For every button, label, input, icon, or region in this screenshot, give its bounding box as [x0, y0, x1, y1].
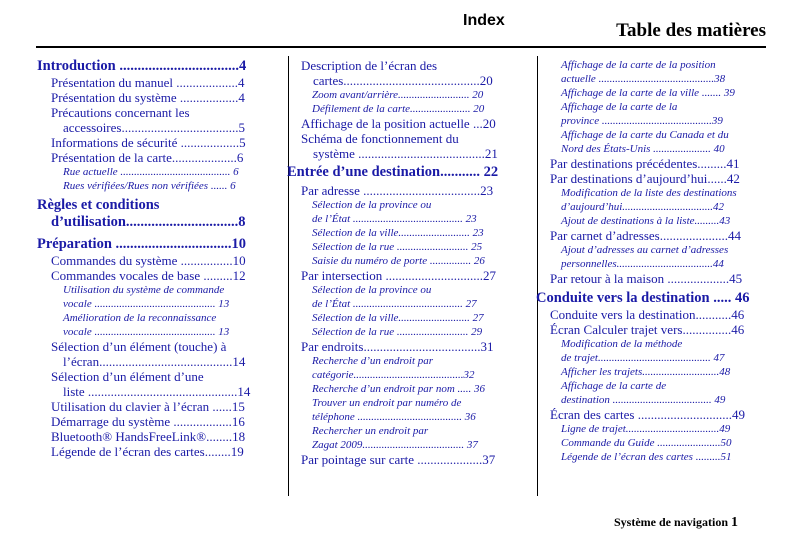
toc-entry[interactable] [550, 156, 766, 171]
toc-entry-text: Utilisation du système de commande [63, 284, 225, 296]
toc-entry-text: vocale ............................................ 13 [63, 326, 230, 338]
toc-entry[interactable] [51, 339, 265, 369]
toc-entry-text: Écran des cartes .............................49 [550, 407, 745, 422]
toc-entry[interactable] [51, 90, 265, 105]
page-number: 1 [731, 515, 738, 530]
toc-entry-text: téléphone ...................................... 36 [312, 411, 476, 423]
toc-entry[interactable] [550, 307, 766, 322]
header-rule [36, 46, 766, 48]
toc-entry-text: Par destinations d’aujourd’hui......42 [550, 171, 740, 186]
toc-entry-text: Présentation de la carte....................6 [51, 150, 244, 165]
toc-entry-text: Sélection d’un élément d’une [51, 369, 204, 384]
toc-entry[interactable] [301, 116, 515, 131]
page-title: Table des matières [616, 20, 766, 41]
toc-entry-text: Schéma de fonctionnement du [301, 131, 459, 146]
toc-entry-text: Rues vérifiées/Rues non vérifiées ...... 6 [63, 180, 236, 192]
toc-entry-text: Par adresse ....................................23 [301, 183, 494, 198]
toc-section[interactable] [287, 164, 515, 181]
toc-entry[interactable] [312, 424, 515, 452]
toc-entry-text: Démarrage du système ..................16 [51, 414, 245, 429]
toc-entry[interactable] [561, 214, 766, 228]
toc-entry[interactable] [550, 228, 766, 243]
toc-entry-text: Affichage de la carte de la ville ....... 39 [561, 87, 735, 99]
toc-entry-text: Par pointage sur carte ....................37 [301, 452, 496, 467]
toc-entry-text: Par intersection ..............................27 [301, 268, 496, 283]
toc-entry-text: Sélection d’un élément (touche) à [51, 339, 227, 354]
toc-entry-text: province ........................................39 [561, 115, 723, 127]
toc-entry-text: accessoires....................................5 [63, 120, 245, 135]
index-label: Index [463, 12, 505, 29]
toc-entry[interactable] [51, 429, 265, 444]
column-divider [288, 56, 289, 496]
toc-entry-text: Légende de l’écran des cartes .........51 [561, 451, 732, 463]
toc-entry-text: Introduction .................................4 [37, 58, 247, 74]
toc-entry-text: Ligne de trajet..................................49 [561, 423, 731, 435]
toc-entry-text: Affichage de la carte du Canada et du [561, 129, 729, 141]
toc-entry[interactable] [51, 150, 265, 165]
toc-entry[interactable] [561, 86, 766, 100]
footer [614, 515, 738, 531]
toc-entry-text: personnelles...................................44 [561, 258, 724, 270]
toc-entry-text: Présentation du système ..................4 [51, 90, 245, 105]
toc-entry-text: Rechercher un endroit par [312, 425, 429, 437]
toc-entry[interactable] [561, 365, 766, 379]
toc-entry-text: Utilisation du clavier à l’écran ......15 [51, 399, 245, 414]
toc-entry-text: Règles et conditions [37, 197, 160, 213]
toc-entry[interactable] [63, 165, 265, 179]
toc-entry[interactable] [550, 407, 766, 422]
toc-entry[interactable] [312, 382, 515, 396]
column-divider [537, 56, 538, 496]
toc-entry[interactable] [312, 226, 515, 240]
toc-entry[interactable] [561, 337, 766, 365]
toc-entry-text: Légende de l’écran des cartes........19 [51, 444, 244, 459]
toc-entry-text: Description de l’écran des [301, 58, 438, 73]
toc-entry-text: de l’État ........................................ 27 [312, 298, 477, 310]
toc-entry-text: Recherche d’un endroit par nom ..... 36 [312, 383, 486, 395]
toc-entry-text: Précautions concernant les [51, 105, 190, 120]
toc-entry-text: Défilement de la carte...................... 20 [312, 103, 485, 115]
toc-entry[interactable] [550, 171, 766, 186]
toc-entry[interactable] [312, 325, 515, 339]
toc-entry-text: Rue actuelle ........................................ 6 [63, 166, 239, 178]
toc-entry-text: Sélection de la rue .......................... 29 [312, 326, 483, 338]
toc-entry[interactable] [312, 311, 515, 325]
toc-entry[interactable] [561, 58, 766, 86]
toc-entry[interactable] [561, 436, 766, 450]
toc-entry[interactable] [301, 131, 515, 161]
toc-entry[interactable] [561, 186, 766, 214]
toc-entry-text: Préparation ................................10 [37, 236, 247, 252]
toc-entry-text: Sélection de la province ou [312, 284, 432, 296]
toc-entry-text: catégorie........................................32 [312, 369, 475, 381]
toc-entry[interactable] [312, 254, 515, 268]
toc-entry-text: Sélection de la ville.......................... 23 [312, 227, 484, 239]
toc-column-3 [536, 58, 766, 464]
toc-entry[interactable] [301, 452, 515, 467]
toc-entry[interactable] [51, 268, 265, 283]
toc-entry-text: Zagat 2009..................................... 37 [312, 439, 478, 451]
toc-entry[interactable] [561, 379, 766, 407]
toc-entry[interactable] [312, 283, 515, 311]
toc-entry[interactable] [63, 311, 265, 339]
toc-entry-text: système .......................................21 [313, 146, 498, 161]
toc-entry-text: Par endroits....................................31 [301, 339, 494, 354]
toc-entry-text: Nord des États-Unis ..................... 40 [561, 143, 725, 155]
toc-entry-text: Modification de la liste des destinations [561, 187, 737, 199]
toc-entry[interactable] [561, 422, 766, 436]
toc-entry-text: actuelle ..........................................38 [561, 73, 726, 85]
toc-entry[interactable] [561, 243, 766, 271]
toc-entry-text: Trouver un endroit par numéro de [312, 397, 462, 409]
toc-entry[interactable] [51, 105, 265, 135]
toc-entry[interactable] [312, 240, 515, 254]
toc-entry-text: l’écran.........................................14 [63, 354, 246, 369]
toc-column-2 [287, 58, 515, 467]
toc-entry-text: Modification de la méthode [561, 338, 683, 350]
toc-entry-text: Présentation du manuel ...................4 [51, 75, 245, 90]
toc-entry-text: Saisie du numéro de porte ............... 26 [312, 255, 485, 267]
toc-entry-text: destination .................................... 49 [561, 394, 726, 406]
toc-section[interactable] [37, 236, 265, 253]
toc-entry-text: de trajet......................................... 47 [561, 352, 725, 364]
toc-entry-text: Bluetooth® HandsFreeLink®........18 [51, 429, 246, 444]
toc-entry-text: Sélection de la province ou [312, 199, 432, 211]
toc-entry-text: Par retour à la maison ...................45 [550, 271, 743, 286]
toc-entry-text: Amélioration de la reconnaissance [63, 312, 217, 324]
toc-entry[interactable] [312, 88, 515, 102]
toc-entry[interactable] [561, 128, 766, 156]
toc-entry-text: Par carnet d’adresses.....................44 [550, 228, 741, 243]
toc-entry-text: Afficher les trajets............................48 [561, 366, 731, 378]
toc-entry-text: Affichage de la carte de la position [561, 59, 716, 71]
toc-entry-text: Commandes du système ................10 [51, 253, 246, 268]
toc-entry[interactable] [550, 322, 766, 337]
footer-label: Système de navigation [614, 515, 728, 529]
toc-entry[interactable] [51, 414, 265, 429]
toc-entry-text: Informations de sécurité ..................5 [51, 135, 246, 150]
toc-entry[interactable] [51, 369, 265, 399]
toc-entry[interactable] [561, 100, 766, 128]
toc-entry-text: Conduite vers la destination...........46 [550, 307, 745, 322]
toc-entry-text: vocale ............................................ 13 [63, 298, 230, 310]
toc-entry-text: d’aujourd’hui.................................42 [561, 201, 725, 213]
toc-entry[interactable] [312, 198, 515, 226]
toc-entry-text: Commande du Guide .......................50 [561, 437, 732, 449]
toc-entry[interactable] [51, 399, 265, 414]
toc-section[interactable] [37, 58, 265, 75]
toc-entry-text: Sélection de la rue .......................... 25 [312, 241, 483, 253]
toc-entry-text: Recherche d’un endroit par [312, 355, 434, 367]
toc-section[interactable] [536, 290, 766, 307]
toc-entry[interactable] [51, 444, 265, 459]
toc-entry-text: Écran Calculer trajet vers...............46 [550, 322, 745, 337]
toc-entry-text: d’utilisation...............................8 [51, 214, 246, 230]
toc-entry-text: cartes..........................................20 [313, 73, 493, 88]
toc-entry-text: liste ..............................................14 [63, 384, 251, 399]
toc-entry[interactable] [301, 183, 515, 198]
toc-entry-text: Commandes vocales de base .........12 [51, 268, 246, 283]
toc-entry[interactable] [63, 179, 265, 193]
toc-entry-text: Entrée d’une destination........... 22 [287, 164, 499, 180]
toc-entry[interactable] [312, 354, 515, 382]
toc-entry[interactable] [312, 102, 515, 116]
toc-entry-text: Conduite vers la destination ..... 46 [536, 290, 750, 306]
toc-entry[interactable] [561, 450, 766, 464]
toc-entry-text: Affichage de la carte de [561, 380, 667, 392]
toc-entry-text: Affichage de la position actuelle ...20 [301, 116, 496, 131]
toc-entry[interactable] [301, 339, 515, 354]
toc-entry-text: Zoom avant/arrière.......................... 20 [312, 89, 484, 101]
toc-entry-text: Ajout de destinations à la liste.........43 [561, 215, 731, 227]
toc-entry-text: Affichage de la carte de la [561, 101, 678, 113]
toc-entry[interactable] [51, 135, 265, 150]
toc-entry-text: Par destinations précédentes.........41 [550, 156, 740, 171]
toc-entry-text: Ajout d’adresses au carnet d’adresses [561, 244, 729, 256]
toc-entry[interactable] [301, 58, 515, 88]
toc-entry[interactable] [312, 396, 515, 424]
toc-entry[interactable] [51, 253, 265, 268]
toc-entry[interactable] [63, 283, 265, 311]
toc-section[interactable] [37, 197, 265, 231]
toc-column-1 [37, 58, 265, 459]
toc-entry[interactable] [51, 75, 265, 90]
toc-entry-text: Sélection de la ville.......................... 27 [312, 312, 484, 324]
toc-entry-text: de l’État ........................................ 23 [312, 213, 477, 225]
toc-entry[interactable] [301, 268, 515, 283]
toc-entry[interactable] [550, 271, 766, 286]
